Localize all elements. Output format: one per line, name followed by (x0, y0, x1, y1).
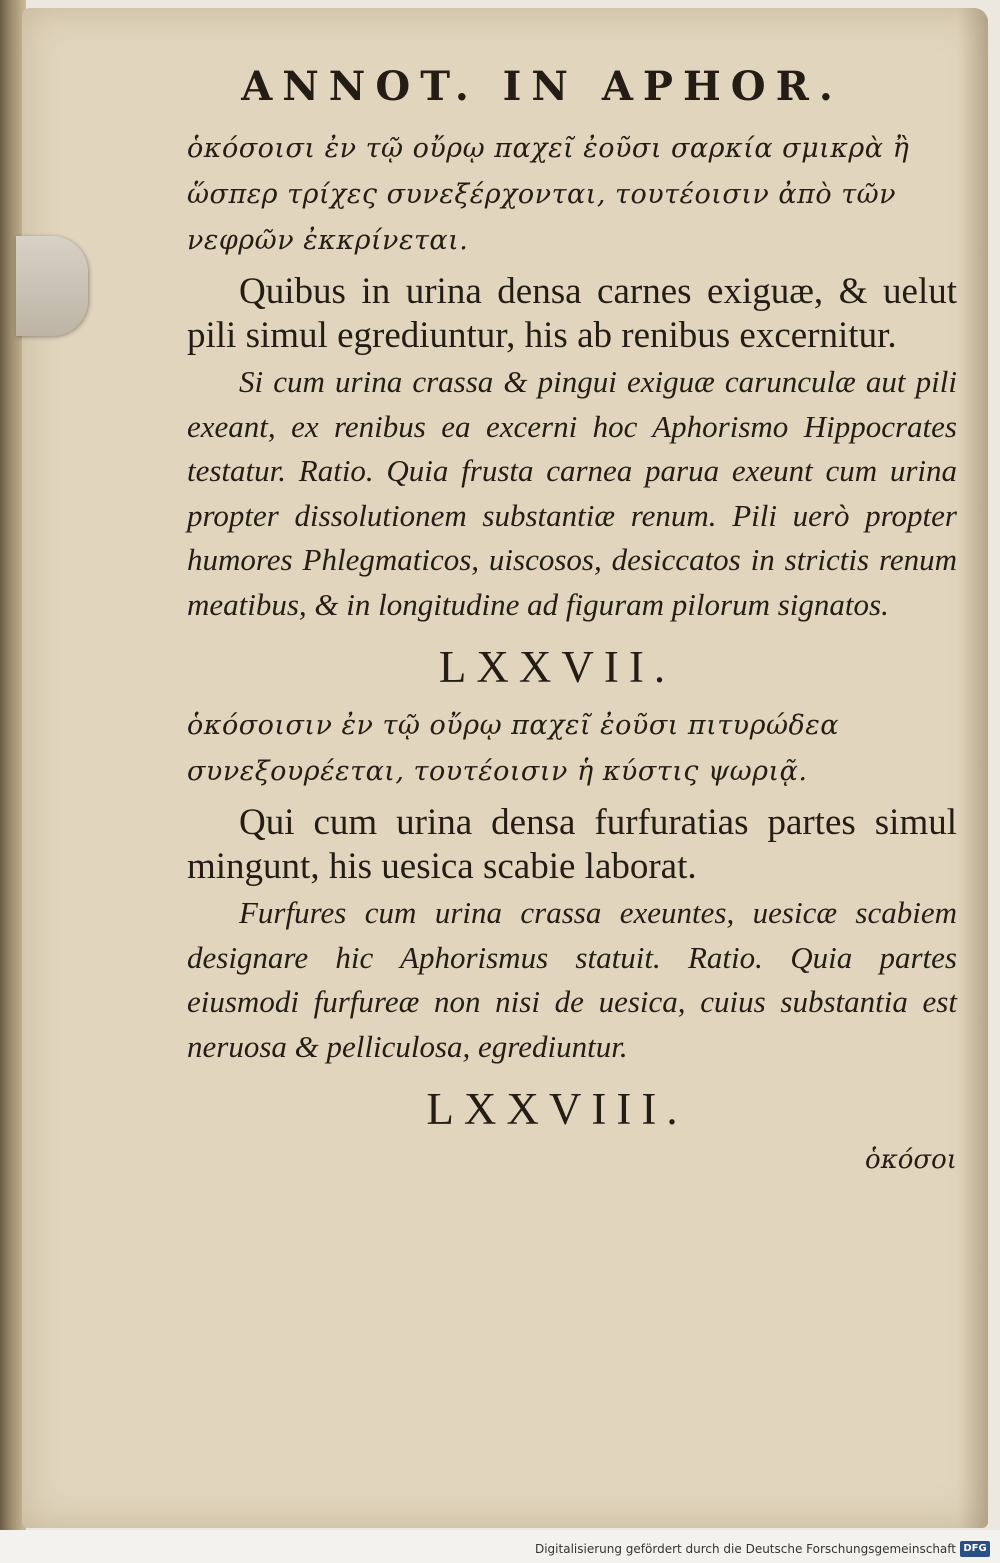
page-gutter (958, 8, 988, 1528)
footer-band (0, 1530, 1000, 1563)
text-block (187, 63, 957, 1175)
aphorism-77-latin: Qui cum urina densa furfuratias partes simul mingunt, his uesica scabie laborat. (187, 802, 957, 887)
page-clasp (16, 236, 88, 336)
aphorism-76-commentary: Si cum urina crassa & pingui exiguæ carunculæ aut pili exeant, ex renibus ea excerni hoc Aphorismo Hippocrates testatur. Ratio. Quia frusta carnea parua exeunt cum urina propter dissolutionem substantiæ renum. Pili uerò propter humores Phlegmaticos, uiscosos, desiccatos in strictis renum meatibus, & in longitudine ad figuram pilorum signatos. (187, 364, 957, 622)
aphorism-77-greek: ὁκόσοισιν ἐν τῷ οὔρῳ παχεῖ ἐοῦσι πιτυρώδεα συνεξουρέεται, τουτέοισιν ἡ κύστις ψωριᾷ. (187, 710, 839, 787)
aphorism-77-commentary: Furfures cum urina crassa exeuntes, uesicæ scabiem designare hic Aphorismus statuit. Ratio. Quia partes eiusmodi furfureæ non nisi de uesica, cuius substantia est neruosa & pelliculosa, egrediuntur. (187, 895, 957, 1064)
aphorism-78-number: LXXVIII. (426, 1084, 688, 1134)
catchword: ὁκόσοι (865, 1145, 957, 1175)
book-page (22, 8, 988, 1528)
dfg-credit: Digitalisierung gefördert durch die Deutsche Forschungsgemeinschaft (534, 1542, 956, 1556)
aphorism-76-greek: ὁκόσοισι ἐν τῷ οὔρῳ παχεῖ ἐοῦσι σαρκία σμικρὰ ἢ ὥσπερ τρίχες συνεξέρχονται, τουτέοισιν ἀπὸ τῶν νεφρῶν ἐκκρίνεται. (187, 133, 910, 256)
dfg-logo-icon: DFG (960, 1541, 990, 1557)
running-head: ANNOT. IN APHOR. (241, 63, 843, 110)
aphorism-77-number: LXXVII. (438, 642, 676, 692)
aphorism-76-latin: Quibus in urina densa carnes exiguæ, & uelut pili simul egrediuntur, his ab renibus excernitur. (187, 271, 957, 356)
